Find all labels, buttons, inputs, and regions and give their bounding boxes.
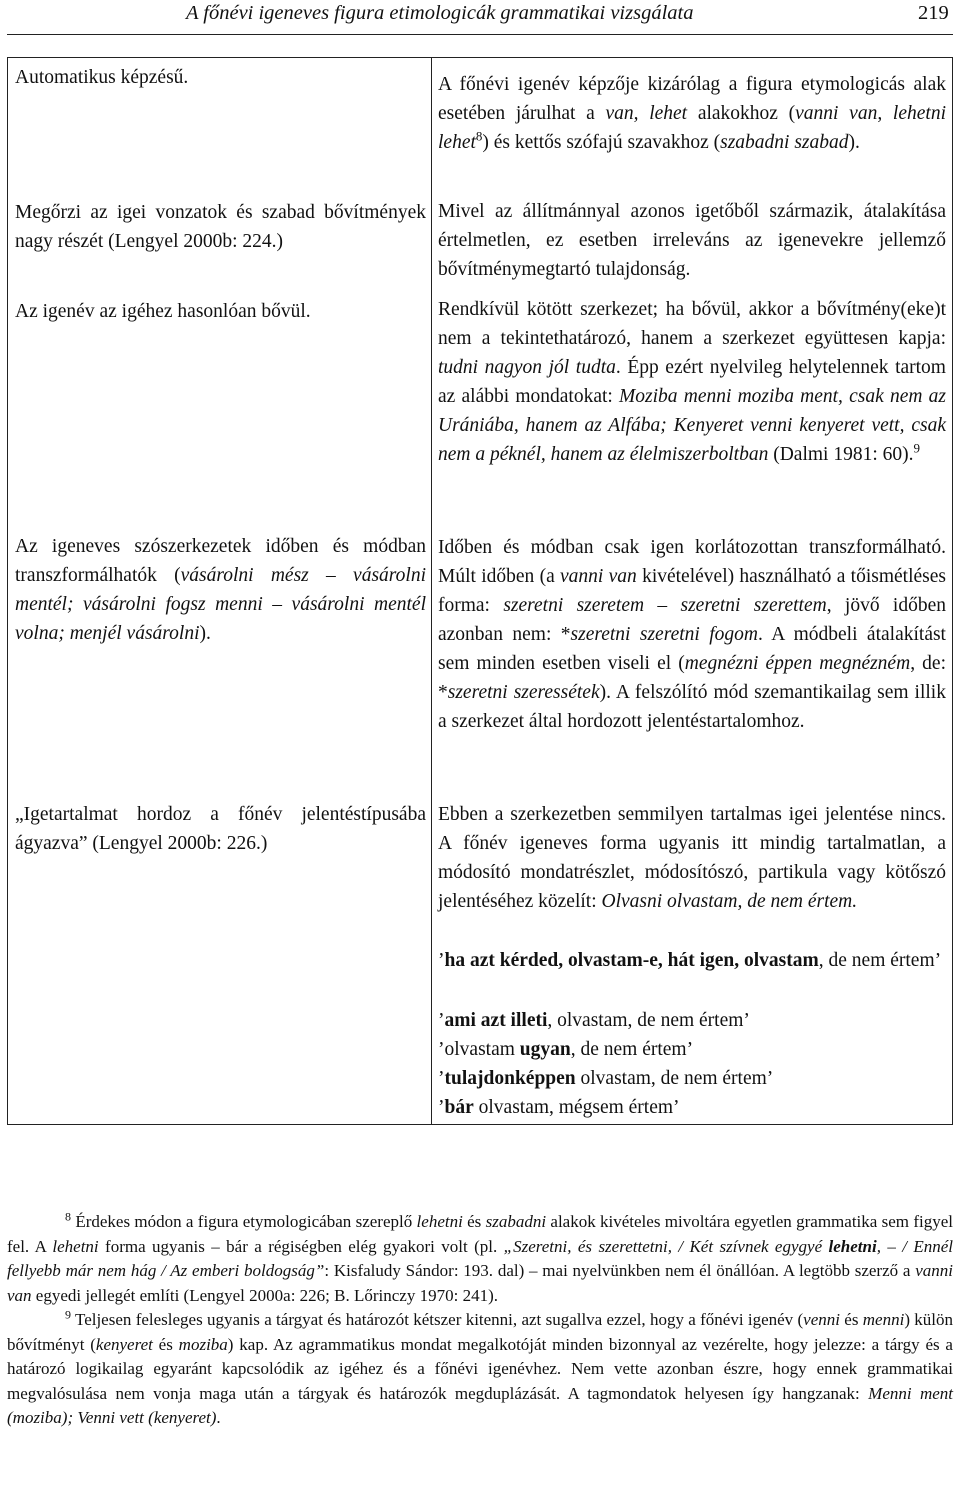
fn8l: egyedi jellegét említi (Lengyel 2000a: 226; B. Lőrinczy 1970: 241). bbox=[31, 1285, 498, 1305]
example-1 bbox=[438, 946, 946, 975]
r4d: szeretni szeretem – szeretni szerettem bbox=[503, 595, 827, 616]
footnote-ref-9: 9 bbox=[913, 440, 921, 456]
ex5r: olvastam, mégsem értem’ bbox=[473, 1097, 680, 1118]
header-rule bbox=[7, 34, 953, 35]
ex3b: ugyan bbox=[519, 1039, 571, 1060]
r2: Mivel az állítmánnyal azonos igetőből származik, átalakítása értelmetlen, ez esetben irreleváns az igenevekre jellemző bővítménymegtartó tulajdonság. bbox=[438, 201, 946, 280]
r4j: szeretni szeressétek bbox=[447, 682, 600, 703]
right-cell-5 bbox=[438, 800, 946, 916]
r3a: Rendkívül kötött szerkezet; ha bővül, akkor a bővítmény(eke)t nem a tekintethatározó, hanem a szerkezet együttesen kapja: bbox=[438, 299, 946, 349]
r4b: vanni van bbox=[560, 566, 637, 587]
fn8e: alakok kivételes mivoltára egyetlen grammatika sem figyel fel. A bbox=[7, 1212, 953, 1256]
ex4q: ’ bbox=[438, 1068, 445, 1089]
r1d: vanni van, lehetni lehet bbox=[438, 103, 946, 153]
r1b: van, lehet bbox=[605, 103, 688, 124]
ex2q: ’ bbox=[438, 1010, 445, 1031]
fn9b: venni bbox=[803, 1310, 840, 1329]
left-text-1: Automatikus képzésű. bbox=[15, 67, 189, 88]
right-cell-1 bbox=[438, 70, 946, 157]
r3c: . Épp ezért nyelvileg helytelennek tartom az alábbi mondatokat: bbox=[438, 357, 946, 407]
fn9a: Teljesen felesleges ugyanis a tárgyat és határozót kétszer kitenni, azt sugallva ezzel, hogy a főnévi igenév ( bbox=[71, 1310, 804, 1329]
r3e: (Dalmi 1981: 60). bbox=[768, 444, 914, 465]
fn9i: ) kap. Az agrammatikus mondat megalkotóját minden bizonnyal az vezérelte, hogy jelezze: a tárgy és a határozó logikailag egyaránt kapcsolódik az igéhez és a főnévi igenévhez. Nem vette azonban észre, hogy ennek grammatikai megvalósulása nem vonja maga után a tárgyak és határozók megduplázását. A tagmondatok helyesen így hangzanak: bbox=[7, 1334, 953, 1403]
ex1b: ha azt kérded, olvastam-e, hát igen, olvastam bbox=[444, 950, 819, 971]
running-title: A főnévi igeneves figura etimologicák grammatikai vizsgálata bbox=[186, 2, 694, 24]
fn8b: lehetni bbox=[416, 1212, 463, 1231]
left-cell-3 bbox=[15, 297, 426, 326]
left-text-3: Az igenév az igéhez hasonlóan bővül. bbox=[15, 301, 311, 322]
r5b: Olvasni olvastam, de nem értem. bbox=[601, 891, 858, 912]
r4i: , de: * bbox=[438, 653, 947, 703]
fn8i: , – / Ennél fellyebb már nem hág / Az emberi boldogság” bbox=[7, 1236, 953, 1280]
fn9e: ) külön bővítményt ( bbox=[7, 1310, 953, 1354]
page-number: 219 bbox=[918, 2, 949, 24]
ex1r: , de nem értem’ bbox=[818, 950, 942, 971]
r4h: megnézni éppen megnézném bbox=[684, 653, 911, 674]
fn9k: . bbox=[216, 1408, 221, 1427]
fn8f: lehetni bbox=[52, 1236, 99, 1256]
r1e: ) és kettős szófajú szavakhoz ( bbox=[482, 132, 721, 153]
footnote-ref-8: 8 bbox=[475, 128, 483, 144]
left-text-4c: ). bbox=[199, 623, 211, 644]
fn9c: és bbox=[839, 1310, 863, 1329]
r4c: kivételével) használható a tőismétléses forma: bbox=[438, 566, 946, 616]
example-5 bbox=[438, 1093, 946, 1122]
r4k: ). A felszólító mód szemantikailag sem illik a szerkezet által hordozott jelentéstartalomhoz. bbox=[438, 682, 946, 732]
ex2r: , olvastam, de nem értem’ bbox=[547, 1010, 750, 1031]
fn8g: forma ugyanis – bár a régiségben elég gyakori volt (pl. bbox=[98, 1236, 504, 1256]
r4f: szeretni szeretni fogom bbox=[570, 624, 758, 645]
left-cell-4 bbox=[15, 532, 426, 648]
r4e: , jövő időben azonban nem: * bbox=[438, 595, 946, 645]
fn9d: menni bbox=[862, 1310, 905, 1329]
fn8-num: 8 bbox=[65, 1209, 71, 1224]
right-cell-4 bbox=[438, 533, 946, 736]
page-header bbox=[0, 0, 960, 34]
left-cell-2 bbox=[15, 198, 426, 256]
fn8k: vanni van bbox=[7, 1261, 953, 1305]
r1a: A főnévi igenév képzője kizárólag a figura etymologicás alak esetében járulhat a bbox=[438, 74, 946, 124]
ex5q: ’ bbox=[438, 1097, 445, 1118]
r5a: Ebben a szerkezetben semmilyen tartalmas igei jelentése nincs. A főnév igeneves forma ugyanis itt mindig tartalmatlan, a módosító mondatrészlet, módosítószó, partikula vagy kötőszó jelentéséhez közelít: bbox=[438, 804, 946, 912]
r1f: szabadni szabad bbox=[720, 132, 849, 153]
r3b: tudni nagyon jól tudta bbox=[438, 357, 616, 378]
example-2 bbox=[438, 1006, 946, 1035]
left-cell-1 bbox=[15, 63, 426, 92]
left-text-4b: vásárolni mész – vásárolni mentél; vásárolni fogsz menni – vásárolni mentél volna; menjél vásárolni bbox=[15, 565, 426, 644]
fn8h: „Szeretni, és szerettetni, / Két szívnek egygyé bbox=[503, 1236, 829, 1256]
r4a: Időben és módban csak igen korlátozottan transzformálható. Múlt időben (a bbox=[438, 537, 946, 587]
fn9j: Menni ment (moziba); Venni vett (kenyeret) bbox=[7, 1383, 953, 1427]
left-text-5: „Igetartalmat hordoz a főnév jelentéstípusába ágyazva” (Lengyel 2000b: 226.) bbox=[15, 804, 426, 854]
fn8a: Érdekes módon a figura etymologicában szereplő bbox=[71, 1212, 417, 1231]
fn9f: kenyeret bbox=[95, 1334, 153, 1354]
fn8c: és bbox=[462, 1212, 486, 1231]
ex4b: tulajdonképpen bbox=[444, 1068, 576, 1089]
r1c: alakokhoz ( bbox=[687, 103, 796, 124]
ex1q: ’ bbox=[438, 950, 445, 971]
fn8hb: lehetni bbox=[828, 1236, 877, 1256]
fn9h: moziba bbox=[178, 1334, 228, 1354]
footnote-9 bbox=[7, 1308, 953, 1431]
footnote-8 bbox=[7, 1210, 953, 1308]
example-4 bbox=[438, 1064, 946, 1093]
fn8j: : Kisfaludy Sándor: 193. dal) – mai nyelvünkben nem él önállóan. A legtöbb szerző a bbox=[324, 1261, 916, 1280]
right-cell-3 bbox=[438, 295, 946, 469]
example-3 bbox=[438, 1035, 946, 1064]
fn8d: szabadni bbox=[485, 1212, 547, 1231]
r4g: . A módbeli átalakítást sem minden esetben viseli el ( bbox=[438, 624, 946, 674]
footnotes bbox=[7, 1210, 953, 1431]
ex4r: olvastam, de nem értem’ bbox=[575, 1068, 774, 1089]
r3d: Moziba menni moziba ment, csak nem az Urániába, hanem az Alfába; Kenyeret venni kenyeret vett, csak nem a péknél, hanem az élelmiszerboltban bbox=[438, 386, 947, 465]
ex2b: ami azt illeti bbox=[444, 1010, 548, 1031]
ex3p: ’olvastam bbox=[438, 1039, 520, 1060]
ex5b: bár bbox=[444, 1097, 474, 1118]
column-divider bbox=[431, 58, 432, 1124]
fn9g: és bbox=[152, 1334, 179, 1354]
ex3r: , de nem értem’ bbox=[570, 1039, 694, 1060]
right-cell-2 bbox=[438, 197, 946, 284]
left-cell-5 bbox=[15, 800, 426, 858]
r1g: ). bbox=[848, 132, 860, 153]
left-text-4a: Az igeneves szószerkezetek időben és módban transzformálhatók ( bbox=[15, 536, 426, 586]
left-text-2: Megőrzi az igei vonzatok és szabad bővítmények nagy részét (Lengyel 2000b: 224.) bbox=[15, 202, 426, 252]
fn9-num: 9 bbox=[65, 1307, 71, 1322]
